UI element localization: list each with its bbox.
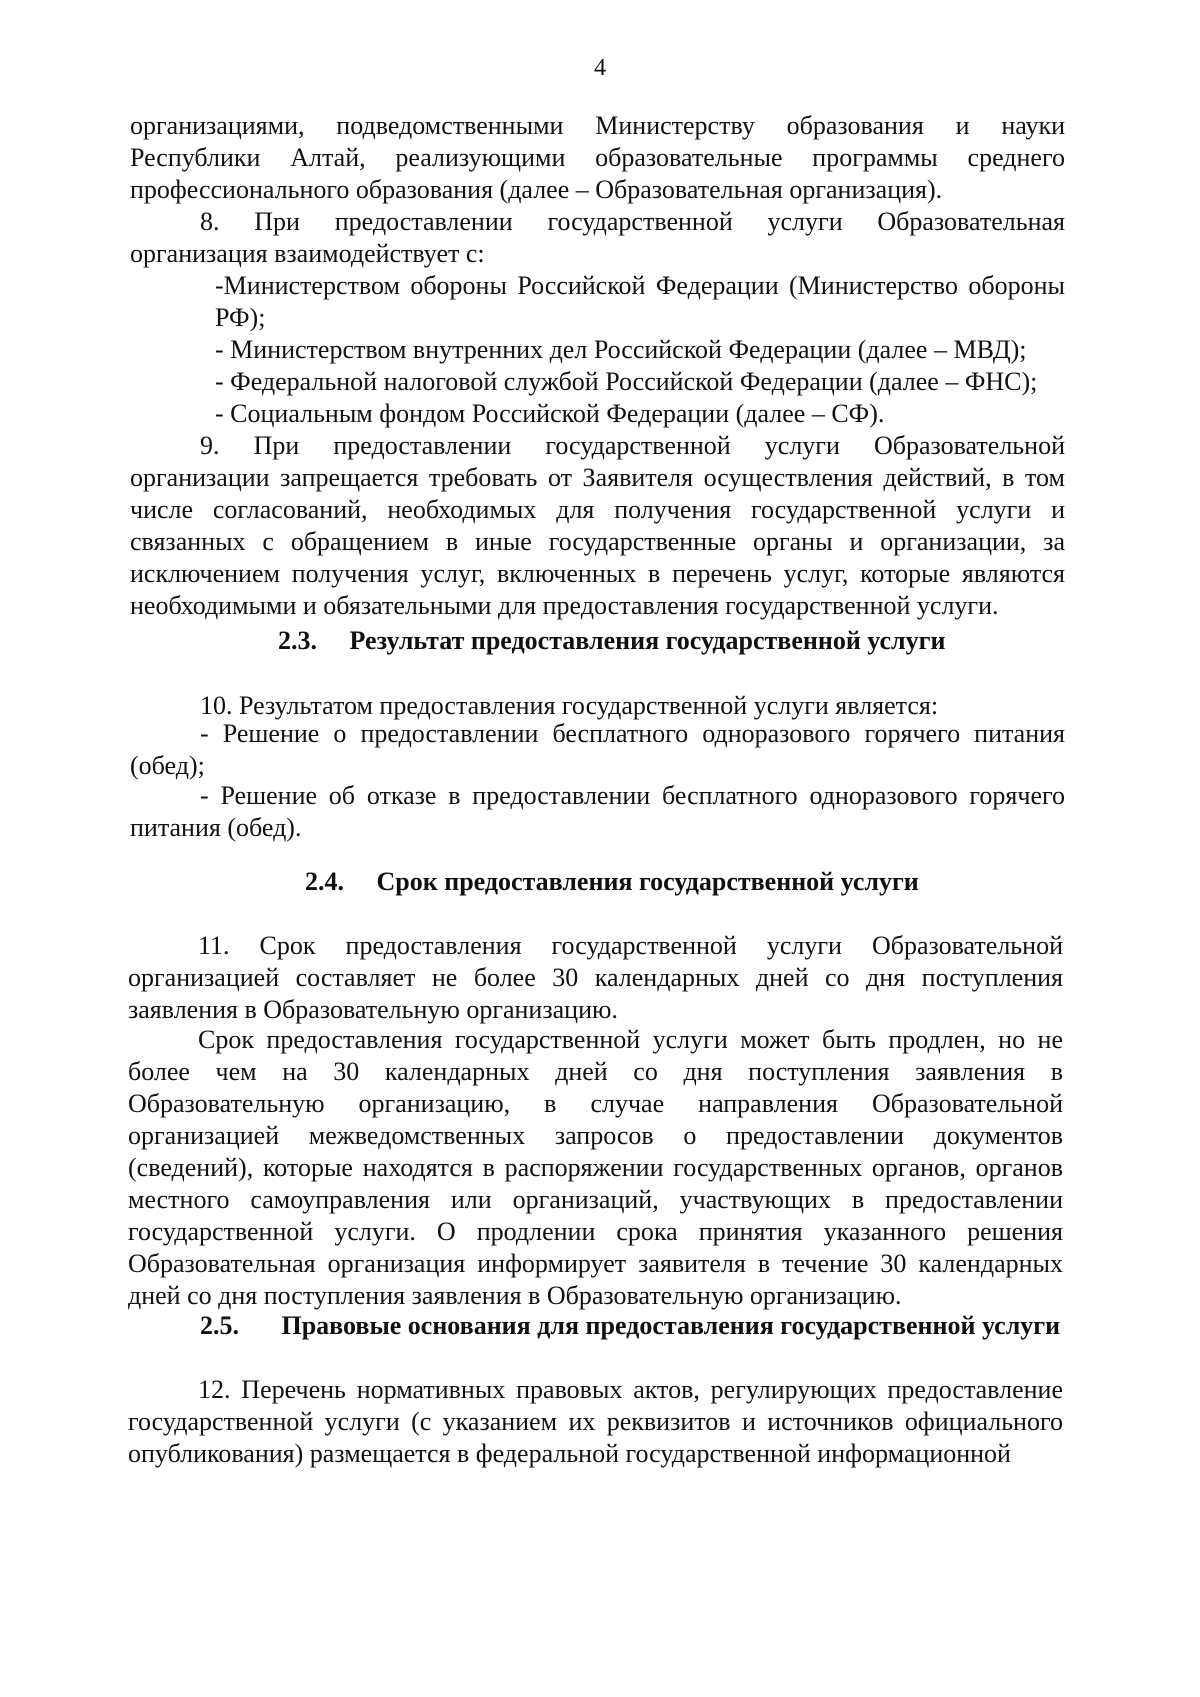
section-heading-2-3 <box>278 625 945 657</box>
section-title: Правовые основания для предоставления государственной услуги <box>281 1311 1061 1340</box>
list-item: - Решение о предоставлении бесплатного одноразового горячего питания (обед); <box>130 719 1065 780</box>
section-title: Результат предоставления государственной услуги <box>349 626 946 655</box>
interaction-list <box>215 270 1065 430</box>
section-heading-2-5 <box>200 1310 1060 1342</box>
section-heading-2-4 <box>305 866 919 898</box>
paragraph-10: 10. Результатом предоставления государственной услуги является: <box>200 691 939 720</box>
list-item: - Федеральной налоговой службой Российской Федерации (далее – ФНС); <box>215 367 1038 396</box>
list-item: - Решение об отказе в предоставлении бесплатного одноразового горячего питания (обед). <box>130 781 1065 842</box>
paragraph-11: 11. Срок предоставления государственной услуги Образовательной организацией составляет не более 30 календарных дней со дня поступления заявления в Образовательную организацию. <box>128 931 1063 1024</box>
page-number: 4 <box>594 55 606 81</box>
list-item: - Министерством внутренних дел Российской Федерации (далее – МВД); <box>215 335 1027 364</box>
paragraph-9: 9. При предоставлении государственной услуги Образовательной организации запрещается требовать от Заявителя осуществления действий, в том числе согласований, необходимых для получения государственной услуги и связанных с обращением в иные государственные органы и организации, за исключением получения услуг, включенных в перечень услуг, которые являются необходимыми и обязательными для предоставления государственной услуги. <box>130 431 1065 620</box>
section-number: 2.3. <box>278 626 317 655</box>
section-title: Срок предоставления государственной услуги <box>376 867 919 896</box>
section-number: 2.5. <box>200 1311 239 1340</box>
paragraph-continuation: организациями, подведомственными Министерству образования и науки Республики Алтай, реализующими образовательные программы среднего профессионального образования (далее – Образовательная организация). <box>130 111 1065 204</box>
section-number: 2.4. <box>305 867 344 896</box>
paragraph-8: 8. При предоставлении государственной услуги Образовательная организация взаимодействует с: <box>130 207 1065 268</box>
list-item: -Министерством обороны Российской Федерации (Министерство обороны РФ); <box>215 271 1065 332</box>
paragraph-11-continued: Срок предоставления государственной услуги может быть продлен, но не более чем на 30 календарных дней со дня поступления заявления в Образовательную организацию, в случае направления Образовательной организацией межведомственных запросов о предоставлении документов (сведений), которые находятся в распоряжении государственных органов, органов местного самоуправления или организаций, участвующих в предоставлении государственной услуги. О продлении срока принятия указанного решения Образовательная организация информирует заявителя в течение 30 календарных дней со дня поступления заявления в Образовательную организацию. <box>128 1025 1063 1310</box>
paragraph-12: 12. Перечень нормативных правовых актов, регулирующих предоставление государственной услуги (с указанием их реквизитов и источников официального опубликования) размещается в федеральной государственной информационной <box>128 1375 1063 1468</box>
list-item: - Социальным фондом Российской Федерации (далее – СФ). <box>215 399 885 428</box>
